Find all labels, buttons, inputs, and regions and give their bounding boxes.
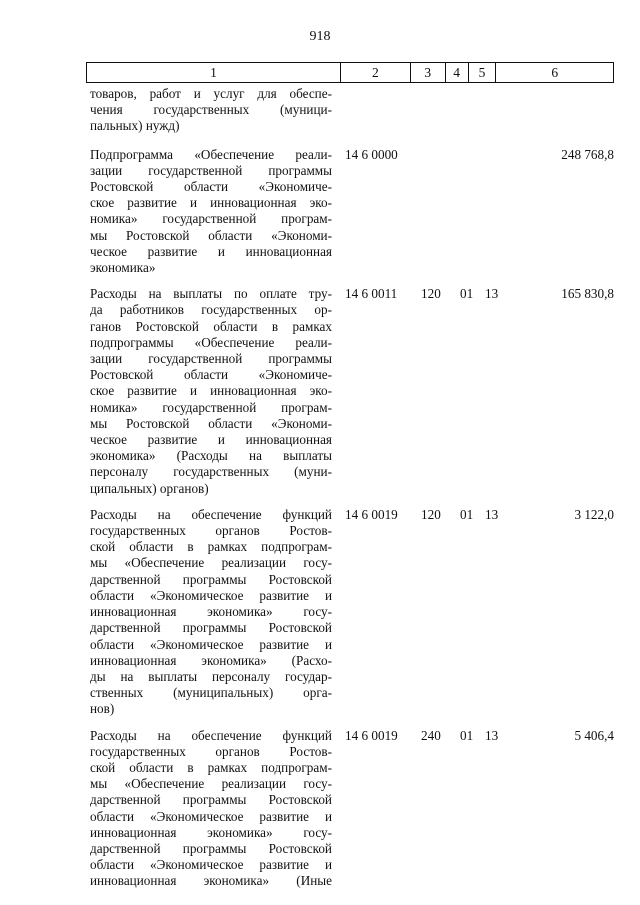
header-col-5: 5 — [469, 63, 497, 82]
description-line: инновационная экономика» госу- — [90, 824, 332, 840]
row-description — [90, 286, 332, 497]
description-line: дарственной программы Ростовской — [90, 792, 332, 808]
description-line: инновационная экономика» госу- — [90, 604, 332, 620]
description-line: ческое развитие и инновационная — [90, 243, 332, 259]
table-row — [90, 86, 614, 135]
row-expense-type: 240 — [421, 727, 441, 743]
row-section: 01 — [460, 506, 474, 522]
description-line: области «Экономическое развитие и — [90, 857, 332, 873]
row-description — [90, 147, 332, 277]
description-line: товаров, работ и услуг для обеспе- — [90, 86, 332, 101]
description-line: дарственной программы Ростовской — [90, 620, 332, 636]
row-amount: 248 768,8 — [561, 146, 614, 162]
description-line: Ростовской области «Экономиче- — [90, 367, 332, 383]
description-line: ганов Ростовской области в рамках — [90, 318, 332, 334]
description-line: нов) — [90, 701, 115, 717]
description-line: Подпрограмма «Обеспечение реали- — [90, 146, 332, 162]
row-code: 14 6 0000 — [345, 146, 398, 162]
description-line: дарственной программы Ростовской — [90, 840, 332, 856]
description-line: Расходы на обеспечение функций — [90, 727, 332, 743]
description-line: чения государственных (муници- — [90, 102, 332, 118]
description-line: области «Экономическое развитие и — [90, 636, 332, 652]
description-line: зации государственной программы — [90, 162, 332, 178]
header-col-3: 3 — [411, 63, 446, 82]
table-row — [90, 507, 614, 718]
row-amount: 3 122,0 — [574, 506, 614, 522]
row-code: 14 6 0019 — [345, 727, 398, 743]
row-section: 01 — [460, 727, 474, 743]
description-line: номика» государственной програм- — [90, 211, 332, 227]
row-section: 01 — [460, 286, 474, 302]
description-line: Ростовской области «Экономиче- — [90, 179, 332, 195]
table-row — [90, 286, 614, 497]
description-line: ской области в рамках подпрограм- — [90, 539, 332, 555]
description-line: зации государственной программы — [90, 351, 332, 367]
header-col-2: 2 — [341, 63, 411, 82]
description-line: дарственной программы Ростовской — [90, 571, 332, 587]
description-line: ды на выплаты персоналу государ- — [90, 668, 332, 684]
row-code: 14 6 0019 — [345, 506, 398, 522]
header-col-1: 1 — [87, 63, 341, 82]
description-line: Расходы на обеспечение функций — [90, 506, 332, 522]
description-line: инновационная экономика» (Иные — [90, 873, 332, 889]
description-line: области «Экономическое развитие и — [90, 587, 332, 603]
table-row — [90, 147, 614, 277]
row-expense-type: 120 — [421, 506, 441, 522]
description-line: ское развитие и инновационная эко- — [90, 195, 332, 211]
header-col-6: 6 — [551, 65, 559, 80]
description-line: персоналу государственных (муни- — [90, 464, 332, 480]
page-number: 918 — [309, 29, 331, 44]
description-line: государственных органов Ростов- — [90, 523, 332, 539]
row-subsection: 13 — [485, 727, 499, 743]
row-expense-type: 120 — [421, 286, 441, 302]
description-line: подпрограммы «Обеспечение реали- — [90, 334, 332, 350]
description-line: экономика» — [90, 260, 156, 276]
table-header — [86, 62, 614, 83]
description-line: ственных (муниципальных) орга- — [90, 685, 332, 701]
row-amount: 165 830,8 — [561, 286, 614, 302]
row-code: 14 6 0011 — [345, 286, 398, 302]
row-description — [90, 728, 332, 890]
description-line: ципальных) органов) — [90, 480, 209, 496]
row-amount: 5 406,4 — [574, 727, 614, 743]
row-description — [90, 507, 332, 718]
row-description — [90, 86, 332, 135]
description-line: Расходы на выплаты по оплате тру- — [90, 286, 332, 302]
description-line: ское развитие и инновационная эко- — [90, 383, 332, 399]
description-line: номика» государственной програм- — [90, 399, 332, 415]
description-line: мы «Обеспечение реализации госу- — [90, 555, 332, 571]
row-subsection: 13 — [485, 506, 499, 522]
description-line: мы Ростовской области «Экономи- — [90, 415, 332, 431]
description-line: мы «Обеспечение реализации госу- — [90, 776, 332, 792]
header-col-4: 4 — [446, 63, 469, 82]
row-subsection: 13 — [485, 286, 499, 302]
description-line: экономика» (Расходы на выплаты — [90, 448, 332, 464]
description-line: да работников государственных ор- — [90, 302, 332, 318]
description-line: области «Экономическое развитие и — [90, 808, 332, 824]
table-row — [90, 728, 614, 890]
description-line: ской области в рамках подпрограм- — [90, 759, 332, 775]
description-line: мы Ростовской области «Экономи- — [90, 227, 332, 243]
table-body — [90, 86, 614, 900]
description-line: государственных органов Ростов- — [90, 743, 332, 759]
description-line: пальных) нужд) — [90, 118, 180, 134]
description-line: инновационная экономика» (Расхо- — [90, 652, 332, 668]
description-line: ческое развитие и инновационная — [90, 432, 332, 448]
